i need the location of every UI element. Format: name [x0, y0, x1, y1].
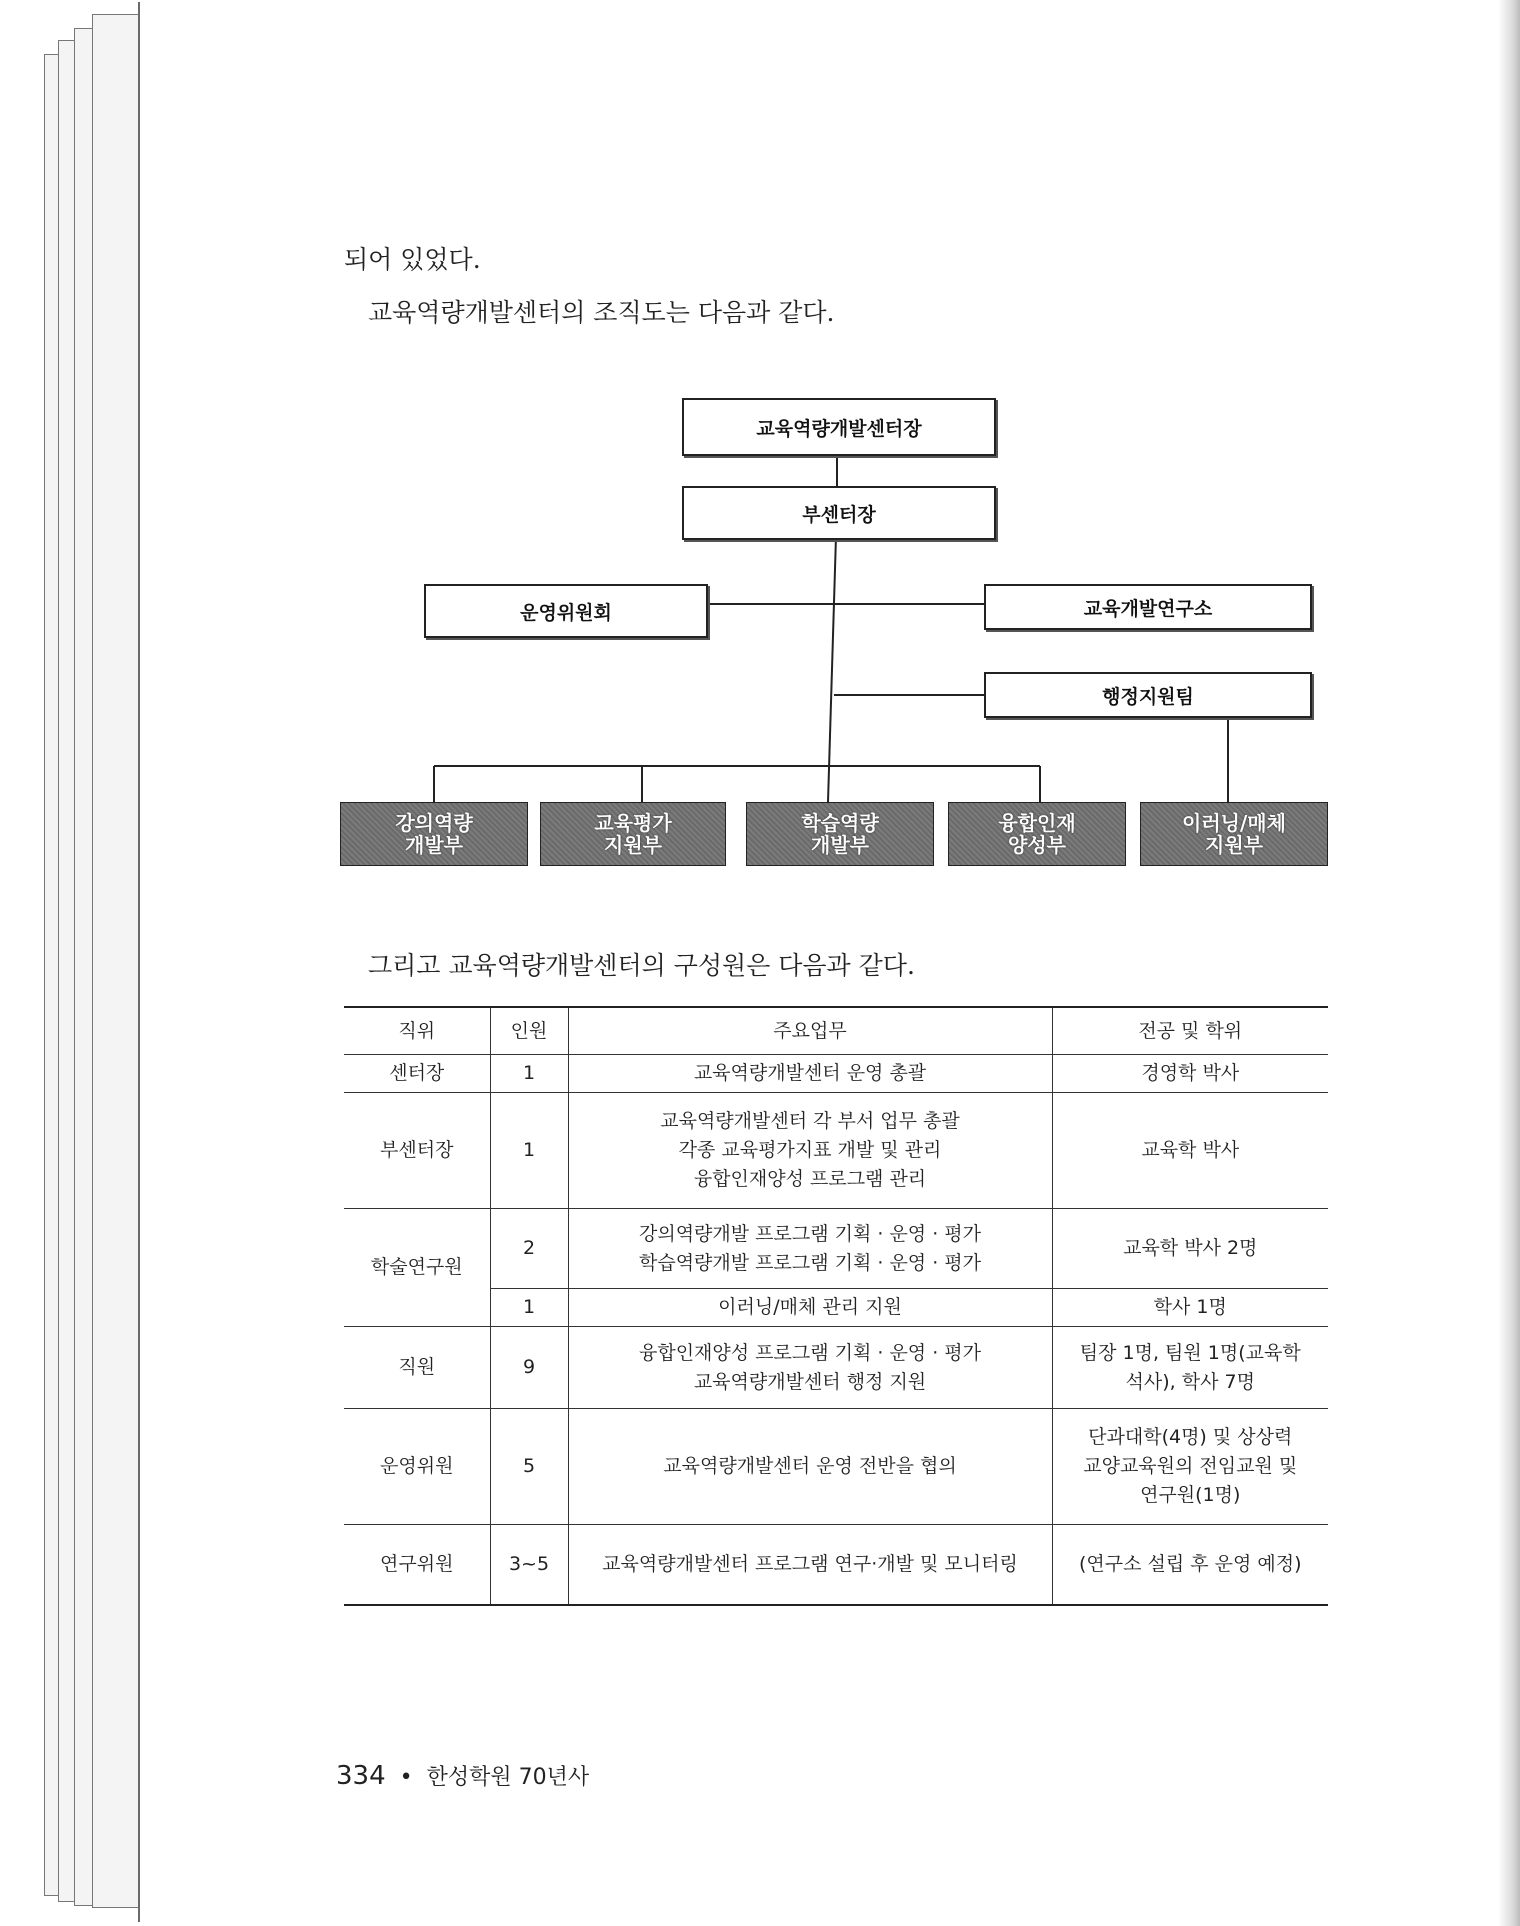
members-table — [344, 1006, 1328, 1606]
degree-line: 경영학 박사 — [1141, 1062, 1240, 1084]
table-row — [344, 1289, 1328, 1327]
header-count: 인원 — [490, 1007, 568, 1055]
cell-count: 1 — [490, 1055, 568, 1093]
cell-degree — [1052, 1327, 1328, 1409]
table-row — [344, 1093, 1328, 1209]
cell-duties — [568, 1093, 1052, 1209]
org-box-division-2: 교육평가 지원부 — [540, 802, 726, 866]
header-degree: 전공 및 학위 — [1052, 1007, 1328, 1055]
org-box-division-1: 강의역량 개발부 — [340, 802, 528, 866]
cell-count: 9 — [490, 1327, 568, 1409]
duty-line: 융합인재양성 프로그램 관리 — [693, 1168, 927, 1190]
duty-line: 교육역량개발센터 운영 전반을 협의 — [663, 1455, 957, 1477]
org-box-division-3: 학습역량 개발부 — [746, 802, 934, 866]
org-box-admin-team: 행정지원팀 — [984, 672, 1312, 718]
cell-position: 센터장 — [344, 1055, 490, 1093]
org-box-institute: 교육개발연구소 — [984, 584, 1312, 630]
degree-line: (연구소 설립 후 운영 예정) — [1078, 1552, 1302, 1575]
duty-line: 교육역량개발센터 운영 총괄 — [693, 1062, 927, 1084]
degree-line: 학사 1명 — [1153, 1296, 1227, 1318]
table-row — [344, 1209, 1328, 1289]
intro-line-2: 교육역량개발센터의 조직도는 다음과 같다. — [368, 298, 835, 327]
table-row — [344, 1525, 1328, 1605]
cell-degree — [1052, 1093, 1328, 1209]
table-row — [344, 1055, 1328, 1093]
cell-count: 1 — [490, 1093, 568, 1209]
degree-line: 연구원(1명) — [1140, 1484, 1241, 1506]
members-intro: 그리고 교육역량개발센터의 구성원은 다음과 같다. — [368, 951, 915, 980]
cell-count: 1 — [490, 1289, 568, 1327]
cell-degree — [1052, 1055, 1328, 1093]
cell-duties — [568, 1409, 1052, 1525]
duty-line: 교육역량개발센터 행정 지원 — [693, 1370, 927, 1393]
duty-line: 융합인재양성 프로그램 기획 · 운영 · 평가 — [639, 1341, 981, 1364]
footer-separator: • — [399, 1765, 413, 1790]
cell-position: 운영위원 — [344, 1409, 490, 1525]
cell-position: 연구위원 — [344, 1525, 490, 1605]
cell-position: 부센터장 — [344, 1093, 490, 1209]
duty-line: 이러닝/매체 관리 지원 — [718, 1296, 902, 1318]
org-box-committee: 운영위원회 — [424, 584, 708, 638]
connector-main-trunk — [828, 536, 836, 802]
degree-line: 석사), 학사 7명 — [1125, 1370, 1255, 1393]
cell-count: 2 — [490, 1209, 568, 1289]
org-box-division-4: 융합인재 양성부 — [948, 802, 1126, 866]
cell-duties — [568, 1055, 1052, 1093]
page-number: 334 — [336, 1761, 386, 1791]
cell-duties — [568, 1327, 1052, 1409]
cell-duties — [568, 1525, 1052, 1605]
degree-line: 교육학 박사 2명 — [1123, 1237, 1258, 1259]
duty-line: 교육역량개발센터 프로그램 연구·개발 및 모니터링 — [602, 1552, 1018, 1575]
duty-line: 학습역량개발 프로그램 기획 · 운영 · 평가 — [639, 1251, 981, 1274]
cell-position: 학술연구원 — [344, 1209, 490, 1327]
org-chart — [320, 390, 1340, 880]
cell-duties — [568, 1289, 1052, 1327]
intro-line-1: 되어 있었다. — [344, 245, 481, 274]
org-box-deputy: 부센터장 — [682, 486, 996, 540]
cell-degree — [1052, 1209, 1328, 1289]
table-row — [344, 1409, 1328, 1525]
table-header-row — [344, 1007, 1328, 1055]
duty-line: 각종 교육평가지표 개발 및 관리 — [678, 1139, 942, 1161]
table-row — [344, 1327, 1328, 1409]
cell-degree — [1052, 1289, 1328, 1327]
cell-position: 직원 — [344, 1327, 490, 1409]
org-box-director: 교육역량개발센터장 — [682, 398, 996, 456]
header-position: 직위 — [344, 1007, 490, 1055]
org-box-division-5: 이러닝/매체 지원부 — [1140, 802, 1328, 866]
page-footer — [336, 1760, 589, 1791]
cell-duties — [568, 1209, 1052, 1289]
degree-line: 교육학 박사 — [1141, 1139, 1240, 1161]
cell-degree — [1052, 1525, 1328, 1605]
degree-line: 팀장 1명, 팀원 1명(교육학 — [1079, 1341, 1301, 1364]
page-shadow — [1498, 0, 1520, 1926]
degree-line: 단과대학(4명) 및 상상력 — [1088, 1426, 1293, 1448]
degree-line: 교양교육원의 전임교원 및 — [1083, 1455, 1298, 1477]
duty-line: 강의역량개발 프로그램 기획 · 운영 · 평가 — [639, 1222, 981, 1245]
duty-line: 교육역량개발센터 각 부서 업무 총괄 — [660, 1110, 960, 1132]
cell-count: 3~5 — [490, 1525, 568, 1605]
cell-degree — [1052, 1409, 1328, 1525]
book-title: 한성학원 70년사 — [426, 1765, 590, 1790]
header-duties: 주요업무 — [568, 1007, 1052, 1055]
cell-count: 5 — [490, 1409, 568, 1525]
